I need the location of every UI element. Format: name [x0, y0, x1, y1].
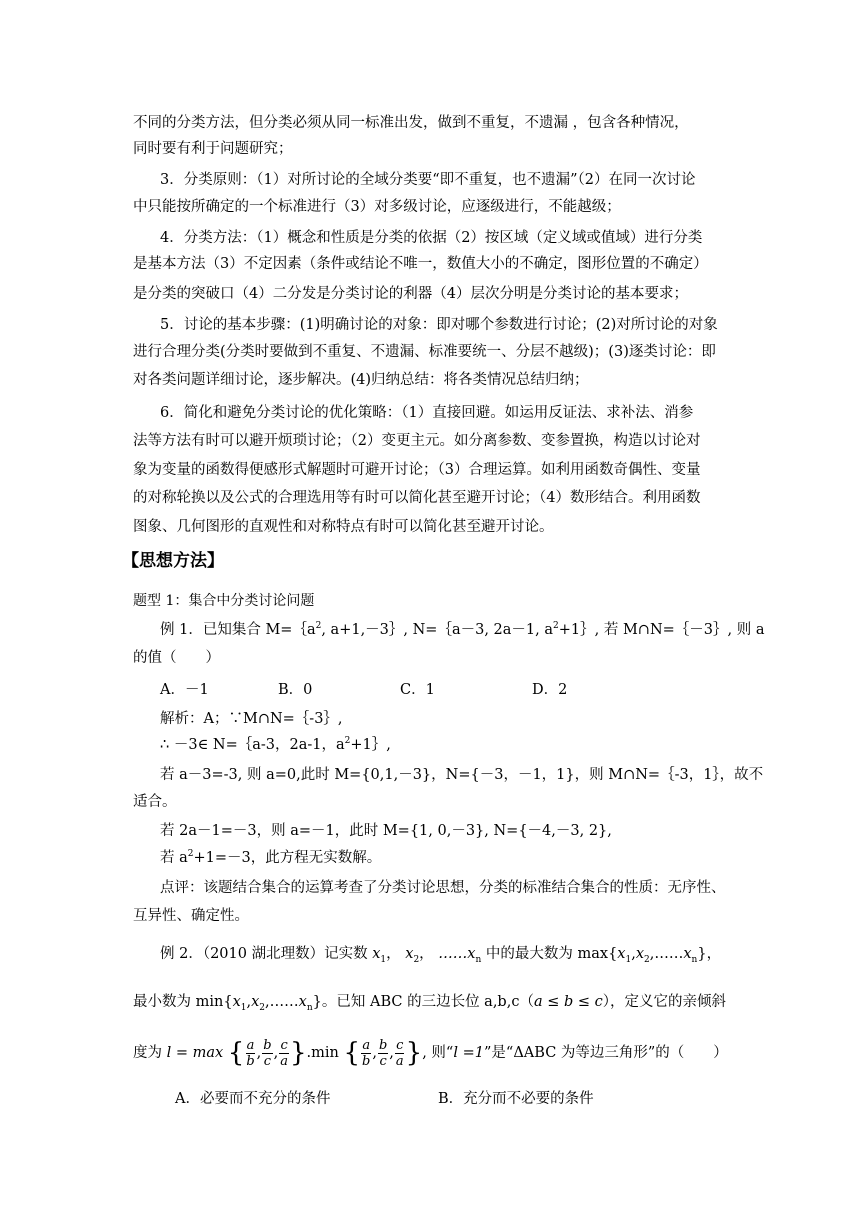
paragraph-line: 是分类的突破口（4）二分发是分类讨论的利器（4）层次分明是分类讨论的基本要求； [133, 286, 688, 302]
choice-a: A．－1 [160, 682, 209, 698]
paragraph-line: 同时要有利于问题研究； [133, 141, 293, 157]
paragraph-line: 不同的分类方法，但分类必须从同一标准出发，做到不重复，不遗漏 ，包含各种情况， [133, 115, 689, 131]
paragraph-line: 法等方法有时可以避开烦琐讨论；（2）变更主元。如分离参数、变参置换，构造以讨论对 [133, 433, 701, 449]
comment-line: 互异性、确定性。 [133, 908, 249, 924]
paragraph-line: 象为变量的函数得便感形式解题时可避开讨论；（3）合理运算。如利用函数奇偶性、变量 [133, 462, 701, 478]
choice-d: D．2 [532, 682, 568, 698]
solution-line: 若 a－3=-3, 则 a=0,此时 M={0,1,－3}，N={－3，－1，1}，则 M∩N=｛-3，1｝，故不 [160, 767, 764, 783]
solution-line: 解析：A；∵M∩N=｛-3｝, [160, 711, 343, 727]
example1-question: 例 1．已知集合 $M=\{a^2$, a+1,－3｝, N=｛a－3, 2a－1, $a^2+1\}$, 若 M∩N=｛－3｝, 则 a [160, 621, 765, 638]
paragraph-line: 进行合理分类(分类时要做到不重复、不遗漏、标准要统一、分层不越级)；(3)逐类讨论：即 [133, 344, 716, 360]
paragraph-line: 中只能按所确定的一个标准进行（3）对多级讨论，应逐级进行，不能越级； [133, 199, 621, 215]
example2-choice-b: B．充分而不必要的条件 [438, 1091, 594, 1107]
section-title: 【思想方法】 [122, 551, 224, 571]
solution-line: ∴ －3∈ N=｛a-3，2a-1，$a^2+1\}$, [160, 736, 391, 753]
paragraph-line: 5．讨论的基本步骤：(1)明确讨论的对象：即对哪个参数进行讨论；(2)对所讨论的对象 [160, 317, 718, 333]
solution-line: 适合。 [133, 794, 177, 810]
solution-line: 若 $a^2+1=-3$，此方程无实数解。 [160, 849, 382, 866]
type1-title: 题型 1：集合中分类讨论问题 [133, 593, 315, 609]
paragraph-line: 对各类问题详细讨论，逐步解决。(4)归纳总结：将各类情况总结归纳； [133, 372, 589, 388]
paragraph-line: 是基本方法（3）不定因素（条件或结论不唯一，数值大小的不确定，图形位置的不确定） [133, 256, 708, 272]
paragraph-line: 6．简化和避免分类讨论的优化策略：（1）直接回避。如运用反证法、求补法、消参 [160, 405, 694, 421]
comment-line: 点评：该题结合集合的运算考查了分类讨论思想，分类的标准结合集合的性质：无序性、 [160, 880, 726, 896]
example2-line1: 例 2．（2010 湖北理数）记实数 $x_1$， $x_2$， $\dots\dots x_n$ 中的最大数为 $\max\{x_1,x_2,\dots\dots x_n\}$， [160, 946, 722, 965]
choice-b: B．0 [278, 682, 313, 698]
paragraph-line: 的对称轮换以及公式的合理选用等有时可以简化甚至避开讨论；（4）数形结合。利用函数 [133, 490, 701, 506]
paragraph-line: 3．分类原则：（1）对所讨论的全域分类要“即不重复，也不遗漏”（2）在同一次讨论 [160, 172, 696, 188]
example2-choice-a: A．必要而不充分的条件 [175, 1091, 331, 1107]
example1-question-cont: 的值（ ） [133, 650, 220, 666]
choice-c: C．1 [400, 682, 435, 698]
paragraph-line: 4．分类方法：（1）概念和性质是分类的依据（2）按区域（定义域或值域）进行分类 [160, 230, 703, 246]
example2-line2: 最小数为 $\min\{x_1,x_2,\dots\dots x_n\}$。已知 ABC 的三边长位 a,b,c（a ≤ b ≤ c），定义它的亲倾斜 [133, 994, 726, 1013]
example2-line3: 度为 l = max { $\frac{a}{b}$ , $\frac{b}{c}$ , $\frac{c}{a}$ }.min { $\frac{a}{b}$ , $\frac{b}{c}$ , $\frac{c}{a}$ }, 则“l =1”是“ΔABC 为等边三角形”的（ ） [133, 1037, 728, 1069]
solution-line: 若 2a－1=－3，则 a=－1，此时 M={1, 0,－3}, N={－4,－3, 2}, [160, 823, 612, 839]
paragraph-line: 图象、几何图形的直观性和对称特点有时可以简化甚至避开讨论。 [133, 519, 554, 535]
